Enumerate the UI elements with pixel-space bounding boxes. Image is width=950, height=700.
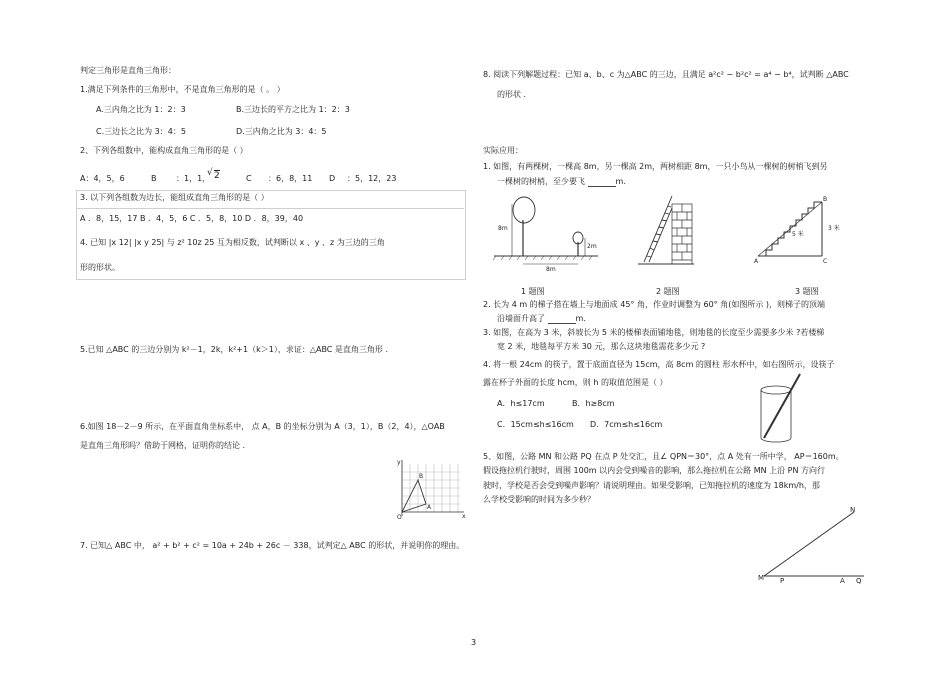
fig1-caption: 1 题图 xyxy=(521,287,545,296)
p5-line3: 驶时，学校是否会受到噪声影响？请说明理由。如果受影响，已知拖拉机的速度为 18km/h，那 xyxy=(483,481,820,490)
p4-line2: 露在杯子外面的长度 hcm，则 h 的取值范围是（ ） xyxy=(483,378,668,387)
q5: 5.已知 △ABC 的三边分别为 k²－1，2k，k²+1（k＞1），求证：△ABC 是直角三角形 . xyxy=(80,345,389,354)
p4-option-b: B．h≥8cm xyxy=(572,399,615,408)
q2-option-d-values: ：5，12，23 xyxy=(347,174,397,183)
p4-option-a: A．h≤17cm xyxy=(497,399,545,408)
p5-road-figure xyxy=(756,504,868,584)
label-q: Q xyxy=(856,577,862,584)
label-a: A xyxy=(754,258,759,264)
p2-unit: m. xyxy=(575,314,586,323)
label-m: M xyxy=(758,574,765,582)
tall-tree-crown xyxy=(513,197,535,223)
fig3-caption: 3 题图 xyxy=(795,287,819,296)
q2-option-d-label: D xyxy=(329,174,336,183)
p4-cup-figure xyxy=(756,372,806,444)
q1-stem: 1.满足下列条件的三角形中，不是直角三角形的是（ 。 ） xyxy=(80,85,285,94)
fig1-trees xyxy=(490,190,602,274)
fig2-caption: 2 题图 xyxy=(656,287,680,296)
q3-options: A ．8，15，17 B ．4，5，6 C ．5，8，10 D ．8，39，40 xyxy=(80,214,304,223)
q2-option-c-values: ：6，8，11 xyxy=(268,174,313,183)
label-o: O xyxy=(397,514,402,520)
p1-line2-text: 一棵树的树梢，至少要飞 xyxy=(497,177,588,186)
label-p: P xyxy=(780,577,785,584)
label-a: A xyxy=(427,504,432,511)
q7: 7. 已知△ ABC 中， a² + b² + c² = 10a + 24b + 26c － 338，试判定△ ABC 的形状，并说明你的理由。 xyxy=(80,541,465,550)
p3-line2: 宽 2 米，地毯每平方米 30 元，那么这块地毯需花多少元 ? xyxy=(497,342,706,351)
q1-option-b: B.三边长的平方之比为 1：2：3 xyxy=(236,105,350,114)
q4-line2: 形的形状。 xyxy=(80,263,120,272)
p2-line2-text: 沿墙面升高了 xyxy=(497,314,548,323)
ground-hatch xyxy=(493,256,592,260)
p1-unit: m. xyxy=(615,177,626,186)
p5-line2: 假设拖拉机行驶时，周围 100m 以内会受到噪音的影响，那么拖拉机在公路 MN 上沿 PN 方向行 xyxy=(483,466,826,475)
q8-line1: 8. 阅读下列解题过程：已知 a、b、c 为△ABC 的三边，且满足 a²c² − b²c² = a⁴ − b⁴，试判断 △ABC xyxy=(483,70,849,79)
p2-answer-blank xyxy=(548,315,576,324)
q6-line2: 是直角三角形吗？借助于网格，证明你的结论 . xyxy=(80,441,246,450)
cup-top xyxy=(761,386,791,394)
p1-answer-blank xyxy=(588,178,616,187)
q2-option-b-values: ：1，1， xyxy=(176,174,211,183)
p3-line1: 3. 如图，在高为 3 米，斜坡长为 5 米的楼梯表面铺地毯，则地毯的长度至少需要多少米 ?若楼梯 xyxy=(483,328,825,337)
p4-line1: 4. 将一根 24cm 的筷子，置于底面直径为 15cm，高 8cm 的圆柱 形水杯中，如右图所示，设筷子 xyxy=(483,360,835,369)
p2-line1: 2. 长为 4 m 的梯子搭在墙上与地面成 45° 角，作业时调整为 60° 角(如图所示 )，则梯子的顶端 xyxy=(483,300,826,309)
cup-bottom xyxy=(761,438,791,442)
slope-line xyxy=(758,202,822,256)
tall-tree-height: 8m xyxy=(498,225,508,232)
label-b: B xyxy=(419,473,424,480)
q8-line2: 的形状 . xyxy=(497,90,527,99)
label-a: A xyxy=(840,577,845,584)
q2-option-c-label: C xyxy=(246,174,252,183)
q1-option-d: D.三内角之比为 3：4：5 xyxy=(236,127,327,136)
section-title: 判定三角形是直角三角形： xyxy=(80,66,176,75)
q1-option-c: C.三边长之比为 3：4：5 xyxy=(96,127,186,136)
q2-option-a: A：4，5，6 xyxy=(80,174,125,183)
height-label: 3 米 xyxy=(828,225,840,232)
tree-distance: 8m xyxy=(546,266,556,273)
p4-option-c: C．15cm≤h≤16cm xyxy=(497,420,574,429)
p1-line2 xyxy=(497,177,626,187)
p2-line2 xyxy=(497,314,586,324)
q2-sqrt xyxy=(207,168,220,182)
q2-sqrt-value: 2 xyxy=(214,171,220,181)
q6-line1: 6.如图 18－2－9 所示，在平面直角坐标系中， 点 A，B 的坐标分别为 A（3，1），B（2，4），△OAB xyxy=(80,422,445,431)
p5-line4: 么学校受影响的时间为多少秒？ xyxy=(483,495,595,504)
road-mn xyxy=(764,512,854,576)
short-tree-height: 2m xyxy=(587,243,597,250)
chopstick xyxy=(764,374,800,438)
label-b: B xyxy=(823,196,828,203)
page-number: 3 xyxy=(471,638,477,647)
p5-line1: 5、如图，公路 MN 和公路 PQ 在点 P 处交汇，且∠ QPN＝30°，点 A 处有一所中学， AP＝160m。 xyxy=(483,452,844,461)
axis-label-y: y xyxy=(397,459,401,466)
q1-option-a: A.三内角之比为 1：2：3 xyxy=(96,105,186,114)
q4-line1: 4. 已知 |x 12| |x y 25| 与 z² 10z 25 互为相反数，试判断以 x 、y 、z 为三边的三角 xyxy=(80,238,385,247)
sqrt-icon: √ xyxy=(207,168,213,178)
q3-q4-frame xyxy=(76,190,466,280)
fig3-stairs xyxy=(752,192,848,264)
q2-option-b-label: B xyxy=(151,174,157,183)
axis-label-x: x xyxy=(462,513,466,520)
p1-line1: 1. 如图，有两棵树，一棵高 8m，另一棵高 2m，两树相距 8m，一只小鸟从一棵树的树梢飞到另 xyxy=(483,162,828,171)
brick-wall xyxy=(672,204,692,264)
app-title: 实际应用： xyxy=(483,146,523,155)
fig2-ladder xyxy=(636,186,698,266)
slope-length: 5 米 xyxy=(792,231,804,238)
q2-stem: 2、下列各组数中，能构成直角三角形的是（ ） xyxy=(80,146,248,155)
frame-divider xyxy=(76,208,464,209)
label-n: N xyxy=(850,506,856,514)
p4-option-d: D．7cm≤h≤16cm xyxy=(590,420,663,429)
ladder xyxy=(644,196,672,262)
q6-grid-figure xyxy=(396,456,468,520)
q3-stem: 3. 以下列各组数为边长，能组成直角三角形的是（ ） xyxy=(80,193,269,202)
label-c: C xyxy=(823,258,828,264)
